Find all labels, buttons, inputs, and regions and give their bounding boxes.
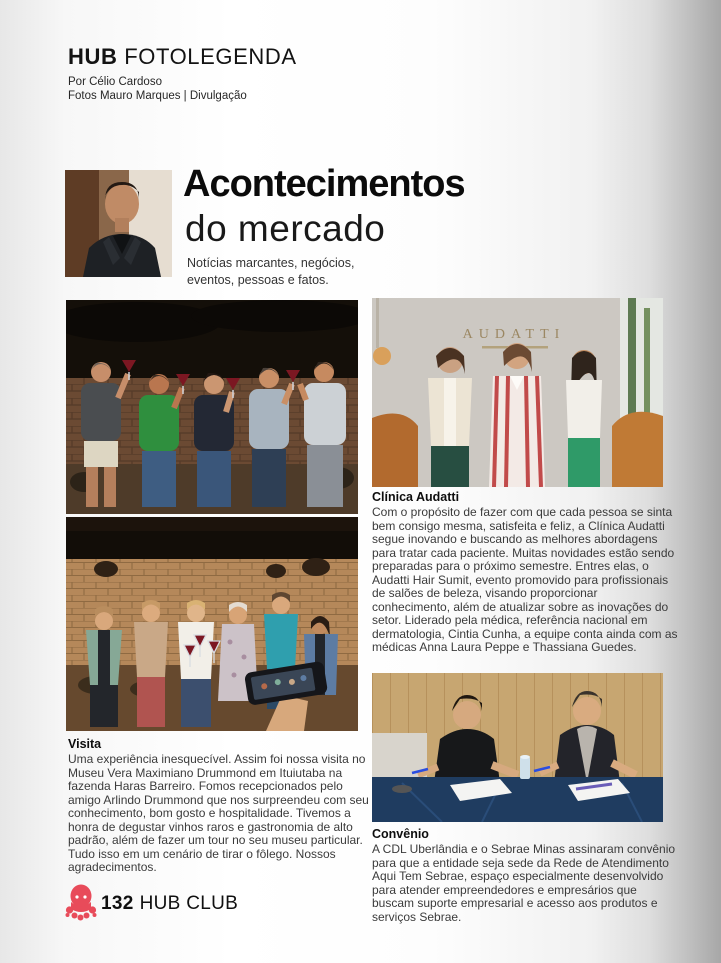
photo-visita-women-toasting [66, 517, 358, 731]
article-heading-visita: Visita [68, 737, 102, 751]
subtitle-line1: Notícias marcantes, negócios, [187, 256, 355, 270]
photo-clinica-audatti-team [372, 298, 663, 487]
article-heading-clinica-audatti: Clínica Audatti [372, 490, 460, 504]
page-title-line1: Acontecimentos [183, 163, 465, 205]
byline-credits: Fotos Mauro Marques | Divulgação [68, 90, 247, 102]
article-heading-convenio: Convênio [372, 827, 429, 841]
byline-author: Por Célio Cardoso [68, 76, 162, 88]
article-body-convenio: A CDL Uberlândia e o Sebrae Minas assinaram convênio para que a entidade seja sede da Rede de Atendimento Aqui Tem Sebrae, espaço especialmente desenvolvido para atender empreendedores e empresários que buscam suporte empresarial e acesso aos produtos e serviços Sebrae. [372, 842, 676, 924]
photo-visita-men-toasting [66, 300, 358, 514]
footer-page-info [101, 893, 238, 915]
brand-fotolegenda: FOTOLEGENDA [124, 44, 297, 69]
brand-header [68, 44, 297, 70]
editor-portrait-photo [65, 170, 172, 277]
subtitle-line2: eventos, pessoas e fatos. [187, 272, 329, 287]
page-subtitle [187, 255, 354, 288]
article-body-clinica-audatti: Com o propósito de fazer com que cada pessoa se sinta bem consigo mesma, satisfeita e feliz, a Clínica Audatti segue inovando e buscando as melhores abordagens para tratar cada paciente. Muitas novidades estão sendo preparadas para o próximo semestre. Entres elas, o Audatti Hair Sumit, evento promovido para profissionais de salões de beleza, visando proporcionar conhecimento, além de atualizar sobre as inovações do setor. Liderado pela médica, referência nacional em dermatologia, Cintia Cunha, a equipe conta ainda com as médicas Anna Laura Peppe e Thassiana Guedes. [372, 505, 678, 654]
brand-hub: HUB [68, 44, 118, 69]
photo-convenio-signing [372, 673, 663, 822]
footer-magazine-name: HUB CLUB [139, 893, 239, 914]
footer-page-number: 132 [101, 893, 134, 914]
byline-block [68, 75, 247, 103]
article-body-visita: Uma experiência inesquecível. Assim foi nossa visita no Museu Vera Maximiano Drummond em Ituiutaba na fazenda Haras Barreiro. Fomos recepcionados pelo amigo Arlindo Drummond que nos surpreendeu com seu conhecimento, bom gosto e hospitalidade. Tivemos a honra de degustar vinhos raros e gastronomia de alto padrão, além de fazer um tour no seu museu particular. Tudo isso em um cenário de tirar o fôlego. Nossos agradecimentos. [68, 752, 369, 874]
octopus-icon [64, 884, 98, 922]
page-title-line2: do mercado [185, 208, 386, 249]
audatti-wall-sign: AUDATTI [462, 327, 566, 342]
